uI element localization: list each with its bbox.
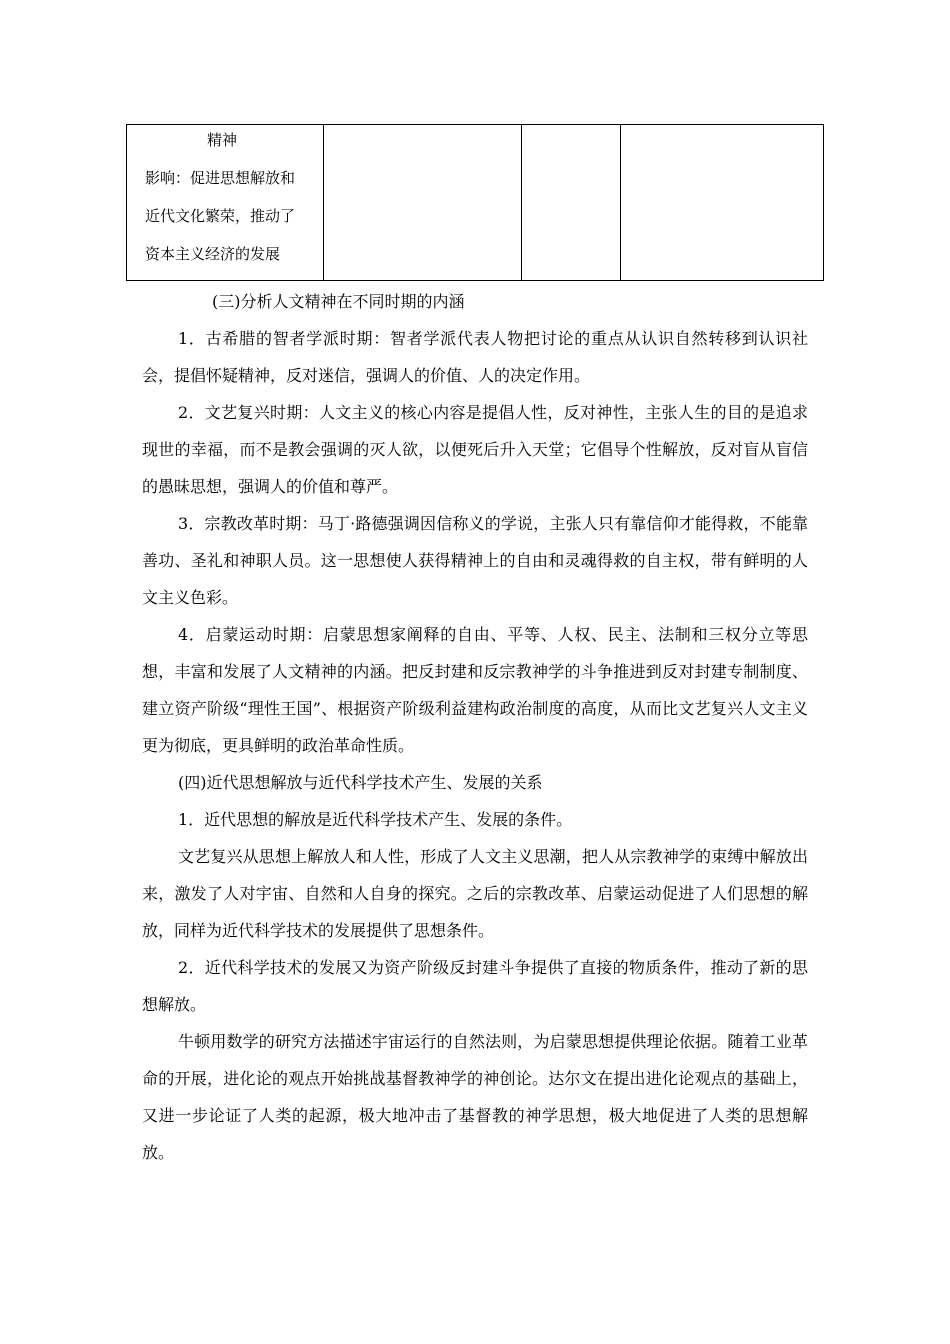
paragraph: 3．宗教改革时期：马丁·路德强调因信称义的学说，主张人只有靠信仰才能得救，不能靠善功、圣礼和神职人员。这一思想使人获得精神上的自由和灵魂得救的自主权，带有鲜明的人文主义色彩。 [142,514,808,607]
paragraph: 2．近代科学技术的发展又为资产阶级反封建斗争提供了直接的物质条件，推动了新的思想解放。 [142,958,808,1014]
cell-line: 影响：促进思想解放和 [145,169,296,187]
table-cell-empty [522,125,621,281]
paragraph: 1．古希腊的智者学派时期：智者学派代表人物把讨论的重点从认识自然转移到认识社会，提倡怀疑精神，反对迷信，强调人的价值、人的决定作用。 [142,329,808,385]
section-heading: (三)分析人文精神在不同时期的内涵 [212,292,465,311]
table-cell-influence [127,125,324,281]
table-cell-empty [324,125,522,281]
continuation-table [126,124,824,281]
table-cell-empty [621,125,824,281]
cell-line: 精神 [207,131,238,149]
body-text [142,283,808,1171]
section-heading: (四)近代思想解放与近代科学技术产生、发展的关系 [178,773,543,792]
paragraph: 文艺复兴从思想上解放人和人性，形成了人文主义思潮，把人从宗教神学的束缚中解放出来，激发了人对宇宙、自然和人自身的探究。之后的宗教改革、启蒙运动促进了人们思想的解放，同样为近代科学技术的发展提供了思想条件。 [142,847,808,940]
paragraph: 牛顿用数学的研究方法描述宇宙运行的自然法则，为启蒙思想提供理论依据。随着工业革命的开展，进化论的观点开始挑战基督教神学的神创论。达尔文在提出进化论观点的基础上，又进一步论证了人类的起源，极大地冲击了基督教的神学思想，极大地促进了人类的思想解放。 [142,1032,808,1162]
cell-line: 资本主义经济的发展 [145,245,281,263]
cell-line: 近代文化繁荣，推动了 [145,207,296,225]
paragraph: 1．近代思想的解放是近代科学技术产生、发展的条件。 [178,810,573,829]
paragraph: 2．文艺复兴时期：人文主义的核心内容是提倡人性，反对神性，主张人生的目的是追求现世的幸福，而不是教会强调的灭人欲，以便死后升入天堂；它倡导个性解放，反对盲从盲信的愚昧思想，强调人的价值和尊严。 [142,403,808,496]
table-row [127,125,824,281]
paragraph: 4．启蒙运动时期：启蒙思想家阐释的自由、平等、人权、民主、法制和三权分立等思想，丰富和发展了人文精神的内涵。把反封建和反宗教神学的斗争推进到反对封建专制制度、建立资产阶级“理性王国”、根据资产阶级利益建构政治制度的高度，从而比文艺复兴人文主义更为彻底，更具鲜明的政治革命性质。 [142,625,808,755]
